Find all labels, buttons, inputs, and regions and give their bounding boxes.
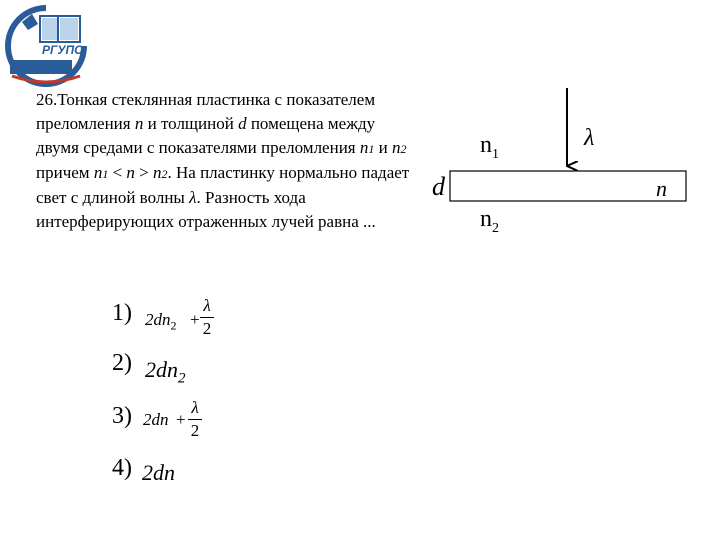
var-n1: n xyxy=(359,138,369,157)
ineq-n: n xyxy=(126,163,135,182)
label-d: d xyxy=(432,172,445,201)
plus-sign: + xyxy=(176,410,186,429)
ineq-n1: n xyxy=(93,163,103,182)
question-part: причем xyxy=(36,163,94,182)
question-number: 26. xyxy=(36,90,58,109)
question-part: . На пластинку нормально падает свет с длиной волны xyxy=(36,163,410,207)
label-n2: $n_2$ xyxy=(480,206,499,236)
question-part: Тонкая стеклянная пластинка с показателем преломления xyxy=(36,90,376,133)
var-d: d xyxy=(238,114,247,133)
ineq-n2-sub: 2 xyxy=(161,167,168,181)
diagram-drawing xyxy=(430,80,700,240)
var-n2: n xyxy=(391,138,401,157)
plus-sign: + xyxy=(190,310,200,329)
var-n: n xyxy=(134,114,144,133)
var-n2-sub: 2 xyxy=(400,142,407,156)
answer-formula: 2dn xyxy=(143,410,169,429)
answer-formula: $2dn_2$ xyxy=(145,310,177,333)
question-part: и толщиной xyxy=(143,114,239,133)
university-logo xyxy=(2,2,90,88)
label-n: n xyxy=(656,176,667,201)
question-text xyxy=(36,88,416,234)
var-lambda: λ xyxy=(189,188,197,207)
answer-number: 1) xyxy=(112,300,132,326)
answer-formula: $2dn_2$ xyxy=(145,357,186,387)
logo-text: РГУПС xyxy=(42,43,83,57)
label-n1: $n_1$ xyxy=(480,132,499,162)
question-part: помещена между двумя средами с показателями преломления xyxy=(36,114,376,157)
label-lambda: λ xyxy=(584,125,595,151)
answer-number: 2) xyxy=(112,350,132,376)
ineq-n1-sub: 1 xyxy=(102,167,109,181)
ineq-gt: > xyxy=(134,163,153,182)
fraction-lambda-over-2: λ 2 xyxy=(188,398,202,441)
question-part: . Разность хода интерферирующих отраженных лучей равна ... xyxy=(36,188,376,231)
answer-number: 4) xyxy=(112,455,132,481)
answer-formula: 2dn xyxy=(142,460,175,485)
var-n1-sub: 1 xyxy=(368,142,375,156)
plate-diagram xyxy=(430,80,700,240)
ineq-n2: n xyxy=(153,163,162,182)
question-part: и xyxy=(374,138,392,157)
answer-number: 3) xyxy=(112,403,132,429)
ineq-lt: < xyxy=(108,163,127,182)
fraction-lambda-over-2: λ 2 xyxy=(200,296,214,339)
glass-plate xyxy=(450,171,686,201)
